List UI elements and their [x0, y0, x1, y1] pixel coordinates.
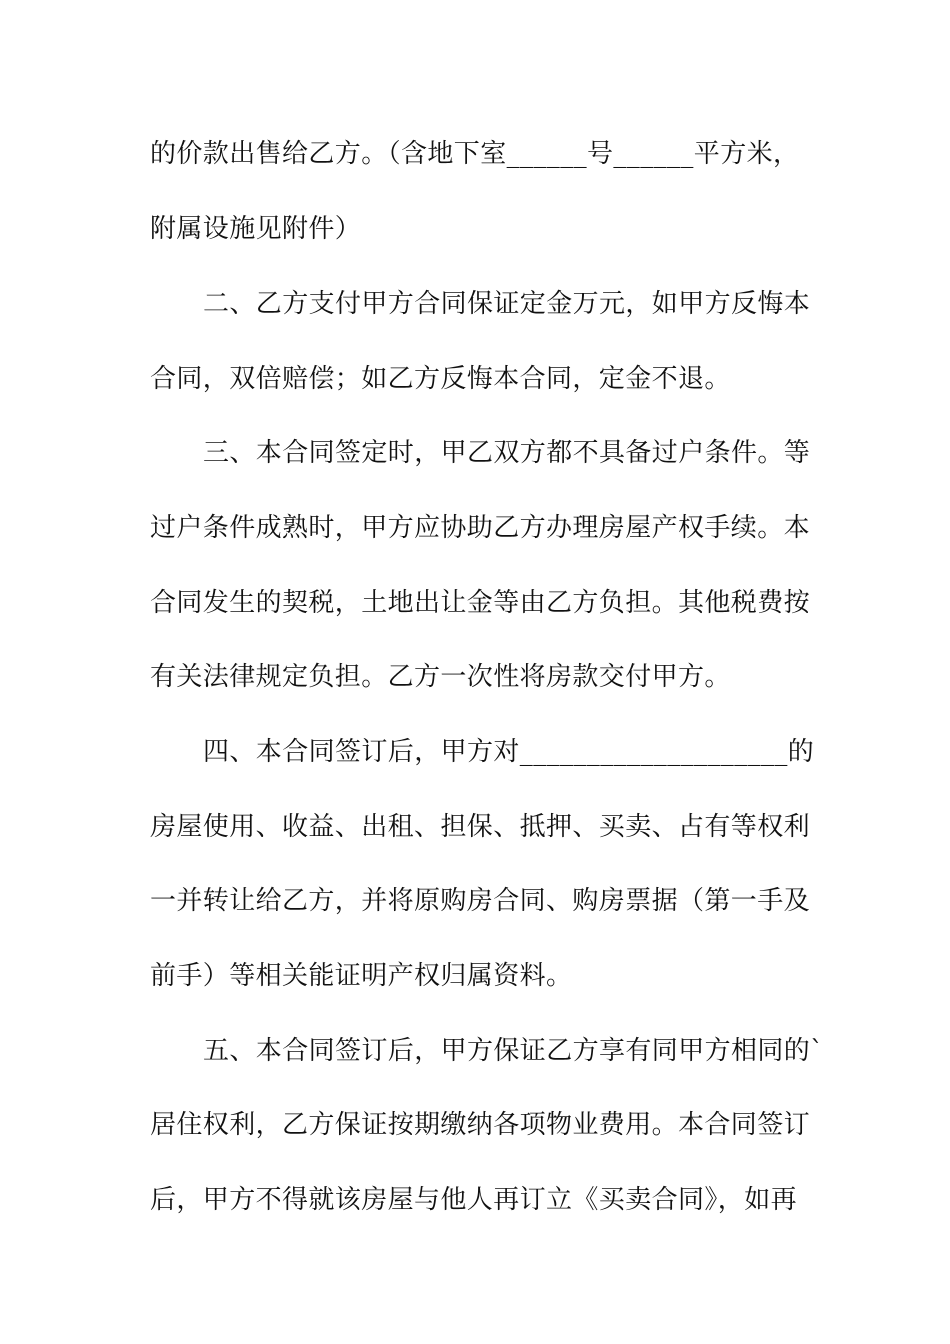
text-line: 过户条件成熟时，甲方应协助乙方办理房屋产权手续。本 [150, 513, 811, 543]
text-line: 有关法律规定负担。乙方一次性将房款交付甲方。 [150, 662, 731, 692]
paragraph-start-line: 五、本合同签订后，甲方保证乙方享有同甲方相同的` [203, 1036, 824, 1066]
text-line: 一并转让给乙方，并将原购房合同、购房票据（第一手及 [150, 886, 811, 916]
text-line: 居住权利，乙方保证按期缴纳各项物业费用。本合同签订 [150, 1110, 811, 1140]
paragraph-start-line: 二、乙方支付甲方合同保证定金万元，如甲方反悔本 [203, 289, 811, 319]
paragraph-start-line: 四、本合同签订后，甲方对____________________的 [203, 737, 815, 767]
text-line: 后，甲方不得就该房屋与他人再订立《买卖合同》，如再 [150, 1185, 798, 1215]
text-line: 房屋使用、收益、出租、担保、抵押、买卖、占有等权利 [150, 812, 811, 842]
text-line: 合同发生的契税，土地出让金等由乙方负担。其他税费按 [150, 588, 811, 618]
text-line: 的价款出售给乙方。（含地下室______号______平方米， [150, 139, 800, 169]
text-line: 附属设施见附件） [150, 214, 362, 244]
text-line: 前手）等相关能证明产权归属资料。 [150, 961, 573, 991]
paragraph-start-line: 三、本合同签定时，甲乙双方都不具备过户条件。等 [203, 438, 811, 468]
text-line: 合同，双倍赔偿；如乙方反悔本合同，定金不退。 [150, 364, 731, 394]
